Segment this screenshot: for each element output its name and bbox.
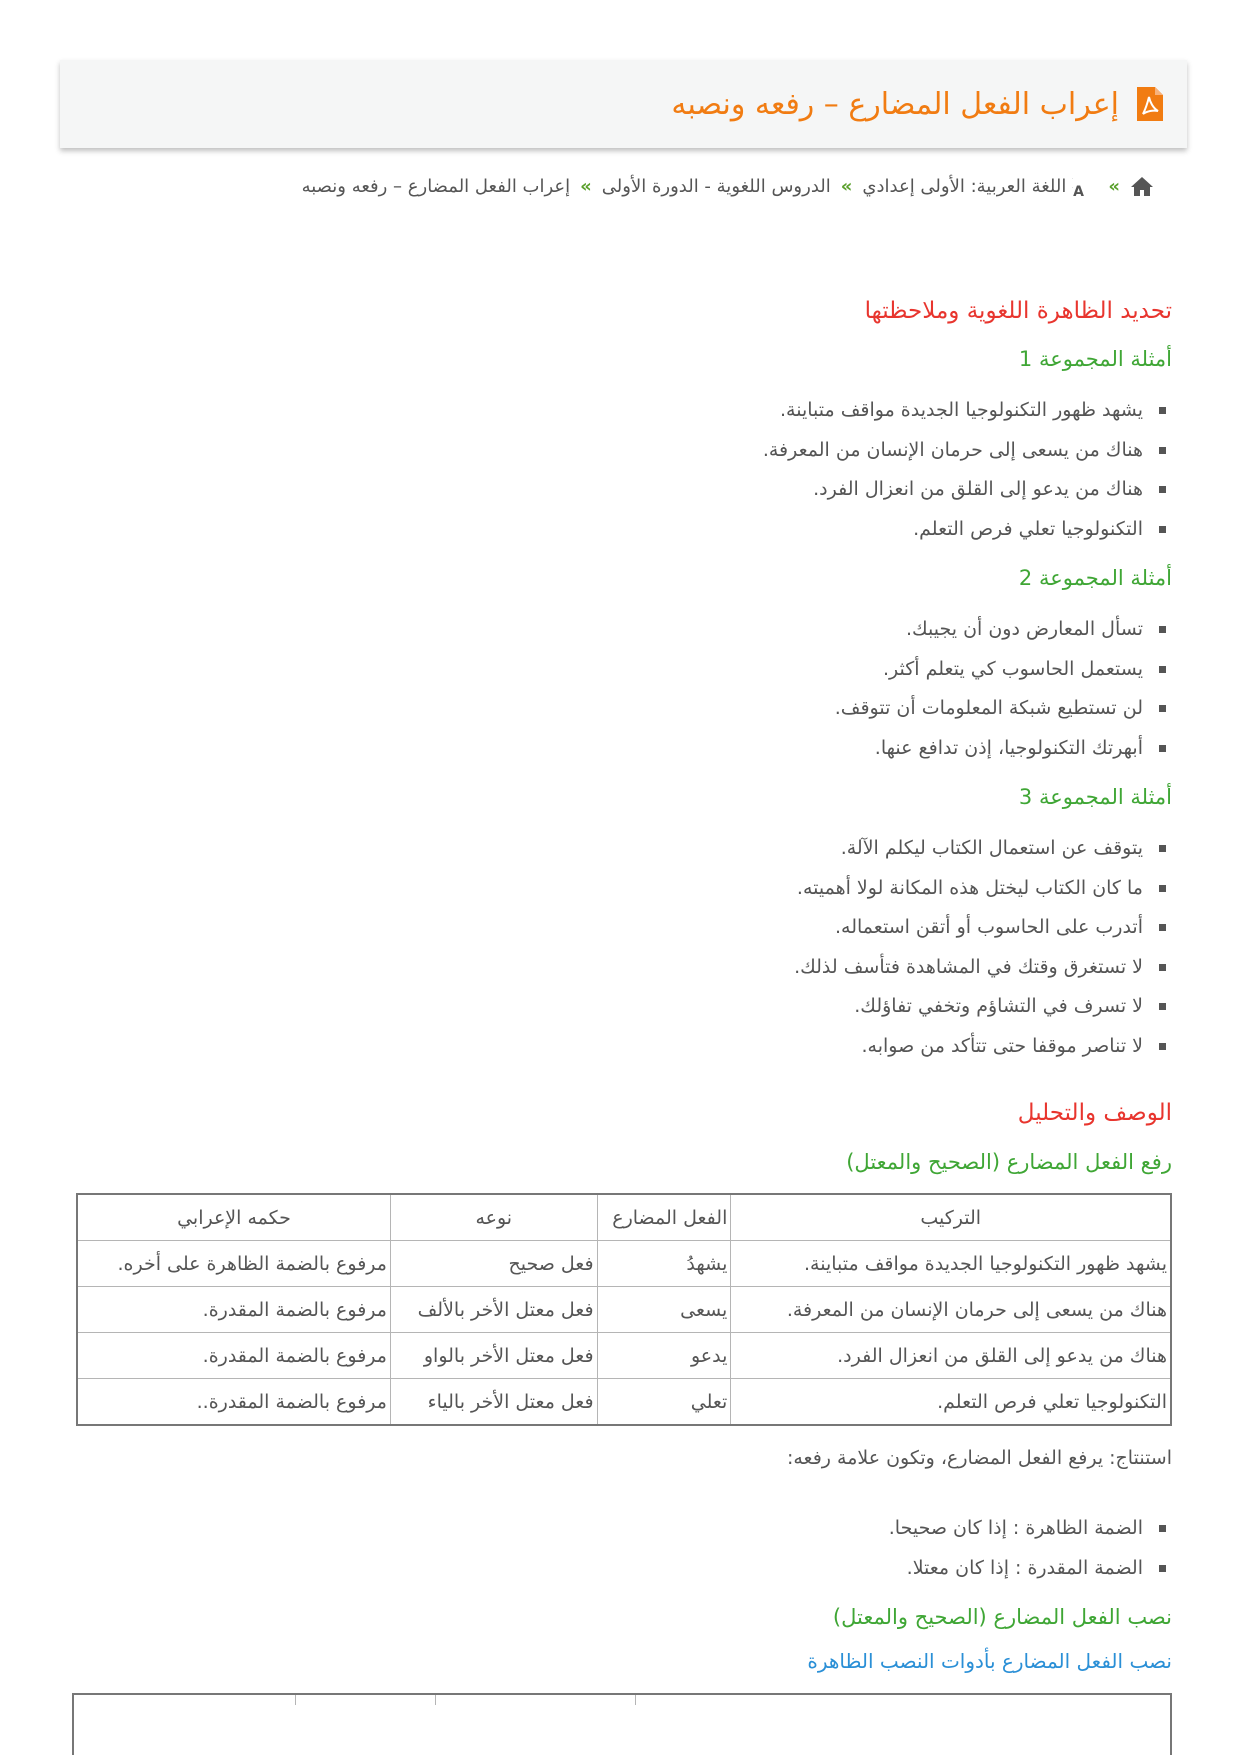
bullet-icon (1159, 1525, 1166, 1532)
list-item: هناك من يدعو إلى القلق من انعزال الفرد. (763, 470, 1172, 510)
table-cell: هناك من يسعى إلى حرمان الإنسان من المعرفة. (731, 1287, 1171, 1333)
list-item: يشهد ظهور التكنولوجيا الجديدة مواقف متباينة. (763, 391, 1172, 431)
list-item: يستعمل الحاسوب كي يتعلم أكثر. (835, 650, 1172, 690)
table-cell: فعل معتل الأخر بالياء (390, 1379, 597, 1426)
table-cell: تعلي (597, 1379, 731, 1426)
list-item: لن تستطيع شبكة المعلومات أن تتوقف. (835, 689, 1172, 729)
table-cell: فعل معتل الأخر بالألف (390, 1287, 597, 1333)
bullet-icon (1159, 845, 1166, 852)
bullet-icon (1159, 745, 1166, 752)
list-item: لا تناصر موقفا حتى تتأكد من صوابه. (794, 1027, 1172, 1067)
group-3-list (794, 829, 1172, 1066)
table-cell: مرفوع بالضمة المقدرة. (77, 1287, 390, 1333)
table-cell: التكنولوجيا تعلي فرص التعلم. (731, 1379, 1171, 1426)
group-3-title: أمثلة المجموعة 3 (1018, 785, 1172, 809)
bullet-icon (1159, 964, 1166, 971)
list-item: أتدرب على الحاسوب أو أتقن استعماله. (794, 908, 1172, 948)
list-item: لا تسرف في التشاؤم وتخفي تفاؤلك. (794, 987, 1172, 1027)
table-row (77, 1379, 1171, 1426)
table-row (77, 1287, 1171, 1333)
bullet-icon (1159, 705, 1166, 712)
table-divider (635, 1695, 636, 1705)
conclusion-list (889, 1509, 1172, 1588)
group-2-list (835, 610, 1172, 768)
list-item: الضمة الظاهرة : إذا كان صحيحا. (889, 1509, 1172, 1549)
table-header: التركيب (731, 1194, 1171, 1241)
table-cell: هناك من يدعو إلى القلق من انعزال الفرد. (731, 1333, 1171, 1379)
bullet-icon (1159, 924, 1166, 931)
table-header-row (77, 1194, 1171, 1241)
breadcrumb-item-lessons[interactable]: الدروس اللغوية - الدورة الأولى (601, 175, 831, 197)
subtitle-nasb: نصب الفعل المضارع (الصحيح والمعتل) (832, 1605, 1172, 1629)
table-cell: فعل صحيح (390, 1241, 597, 1287)
breadcrumb (302, 168, 1154, 204)
list-item: لا تستغرق وقتك في المشاهدة فتأسف لذلك. (794, 948, 1172, 988)
table-row (77, 1241, 1171, 1287)
svg-text:A: A (1073, 184, 1085, 198)
list-item: التكنولوجيا تعلي فرص التعلم. (763, 510, 1172, 550)
table-cell: مرفوع بالضمة الظاهرة على أخره. (77, 1241, 390, 1287)
list-item: تسأل المعارض دون أن يجيبك. (835, 610, 1172, 650)
table-header: الفعل المضارع (597, 1194, 731, 1241)
breadcrumb-item-course[interactable]: اللغة العربية: الأولى إعدادي (862, 175, 1067, 197)
breadcrumb-separator: » (840, 175, 853, 197)
table-cell: مرفوع بالضمة المقدرة.. (77, 1379, 390, 1426)
bullet-icon (1159, 666, 1166, 673)
page-title: إعراب الفعل المضارع – رفعه ونصبه (671, 86, 1119, 122)
section-title-analysis: الوصف والتحليل (1017, 1100, 1172, 1126)
nasb-table (72, 1693, 1172, 1755)
table-divider (295, 1695, 296, 1705)
analysis-table (76, 1193, 1172, 1426)
subtitle-nasb-tools[interactable]: نصب الفعل المضارع بأدوات النصب الظاهرة (807, 1649, 1172, 1673)
bullet-icon (1159, 447, 1166, 454)
bullet-icon (1159, 1003, 1166, 1010)
breadcrumb-separator: » (580, 175, 592, 197)
bullet-icon (1159, 526, 1166, 533)
list-item: ما كان الكتاب ليختل هذه المكانة لولا أهميته. (794, 869, 1172, 909)
conclusion-text: استنتاج: يرفع الفعل المضارع، وتكون علامة رفعه: (786, 1447, 1172, 1469)
table-cell: يسعى (597, 1287, 731, 1333)
bullet-icon (1159, 486, 1166, 493)
list-item: هناك من يسعى إلى حرمان الإنسان من المعرفة. (763, 431, 1172, 471)
subtitle-raf: رفع الفعل المضارع (الصحيح والمعتل) (846, 1150, 1172, 1174)
table-row (77, 1333, 1171, 1379)
list-item: أبهرتك التكنولوجيا، إذن تدافع عنها. (835, 729, 1172, 769)
home-icon[interactable] (1130, 175, 1154, 197)
bullet-icon (1159, 407, 1166, 414)
table-header: نوعه (390, 1194, 597, 1241)
bullet-icon (1159, 626, 1166, 633)
table-cell: يدعو (597, 1333, 731, 1379)
list-item: يتوقف عن استعمال الكتاب ليكلم الآلة. (794, 829, 1172, 869)
group-2-title: أمثلة المجموعة 2 (1018, 566, 1172, 590)
table-divider (435, 1695, 436, 1705)
table-cell: يشهدُ (597, 1241, 731, 1287)
breadcrumb-separator: » (1108, 175, 1120, 197)
pdf-icon[interactable] (1135, 86, 1165, 122)
bullet-icon (1159, 1565, 1166, 1572)
list-item: الضمة المقدرة : إذا كان معتلا. (889, 1549, 1172, 1589)
breadcrumb-item-current: إعراب الفعل المضارع – رفعه ونصبه (301, 175, 571, 197)
group-1-title: أمثلة المجموعة 1 (1018, 347, 1172, 371)
bullet-icon (1159, 885, 1166, 892)
page-header (60, 60, 1187, 148)
table-cell: فعل معتل الأخر بالواو (390, 1333, 597, 1379)
table-cell: مرفوع بالضمة المقدرة. (77, 1333, 390, 1379)
table-header: حكمه الإعرابي (77, 1194, 390, 1241)
bullet-icon (1159, 1043, 1166, 1050)
table-cell: يشهد ظهور التكنولوجيا الجديدة مواقف متباينة. (731, 1241, 1171, 1287)
group-1-list (763, 391, 1172, 549)
section-title-identify: تحديد الظاهرة اللغوية وملاحظتها (864, 298, 1172, 324)
translate-icon (1072, 174, 1098, 198)
